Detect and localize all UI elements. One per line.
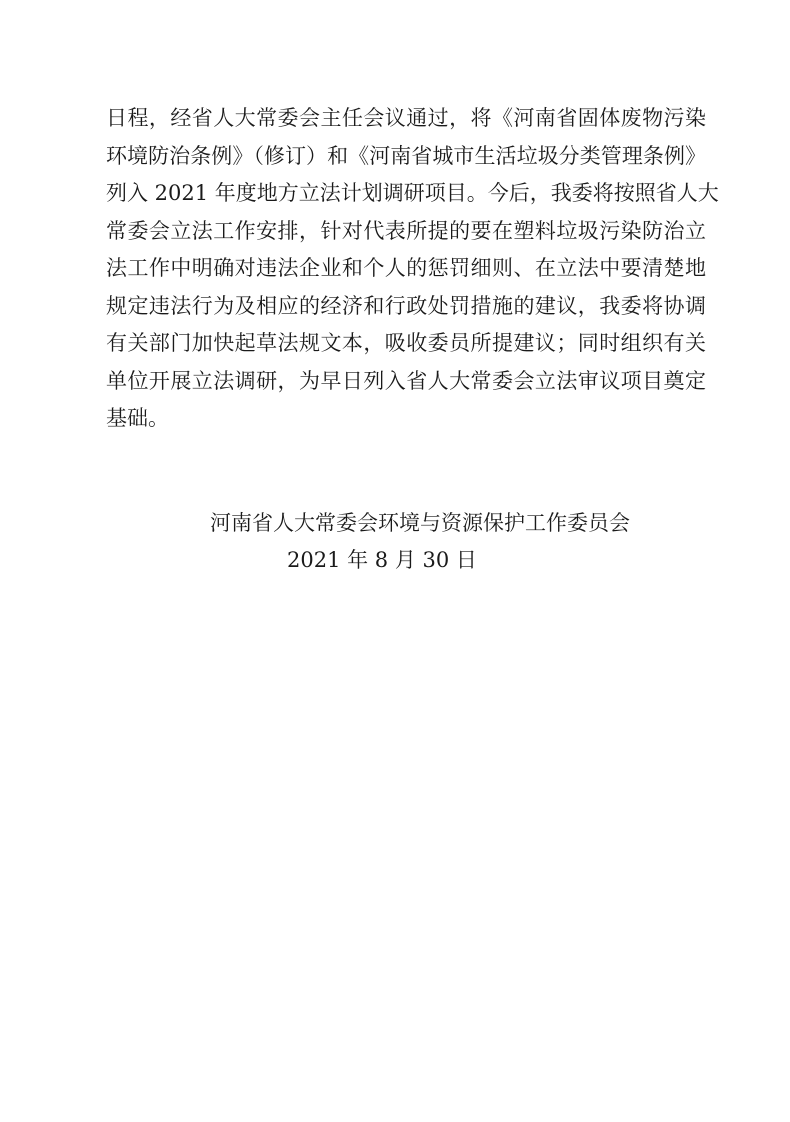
- paragraph-line: 日程，经省人大常委会主任会议通过，将《河南省固体废物污染: [106, 106, 706, 130]
- body-paragraph: [106, 100, 719, 438]
- paragraph-line: 法工作中明确对违法企业和个人的惩罚细则、在立法中要清楚地: [106, 256, 706, 280]
- issuing-organization: 河南省人大常委会环境与资源保护工作委员会: [210, 511, 630, 535]
- paragraph-line: 环境防治条例》（修订）和《河南省城市生活垃圾分类管理条例》: [106, 143, 706, 168]
- paragraph-line: 基础。: [106, 406, 169, 430]
- paragraph-line: 规定违法行为及相应的经济和行政处罚措施的建议，我委将协调: [106, 293, 706, 318]
- paragraph-line: 单位开展立法调研，为早日列入省人大常委会立法审议项目奠定: [106, 368, 706, 393]
- issue-date: 2021 年 8 月 30 日: [287, 548, 477, 572]
- paragraph-line: 常委会立法工作安排，针对代表所提的要在塑料垃圾污染防治立: [106, 218, 706, 243]
- paragraph-line: 有关部门加快起草法规文本，吸收委员所提建议；同时组织有关: [106, 331, 706, 355]
- paragraph-line: 列入 2021 年度地方立法计划调研项目。今后，我委将按照省人大: [106, 181, 719, 205]
